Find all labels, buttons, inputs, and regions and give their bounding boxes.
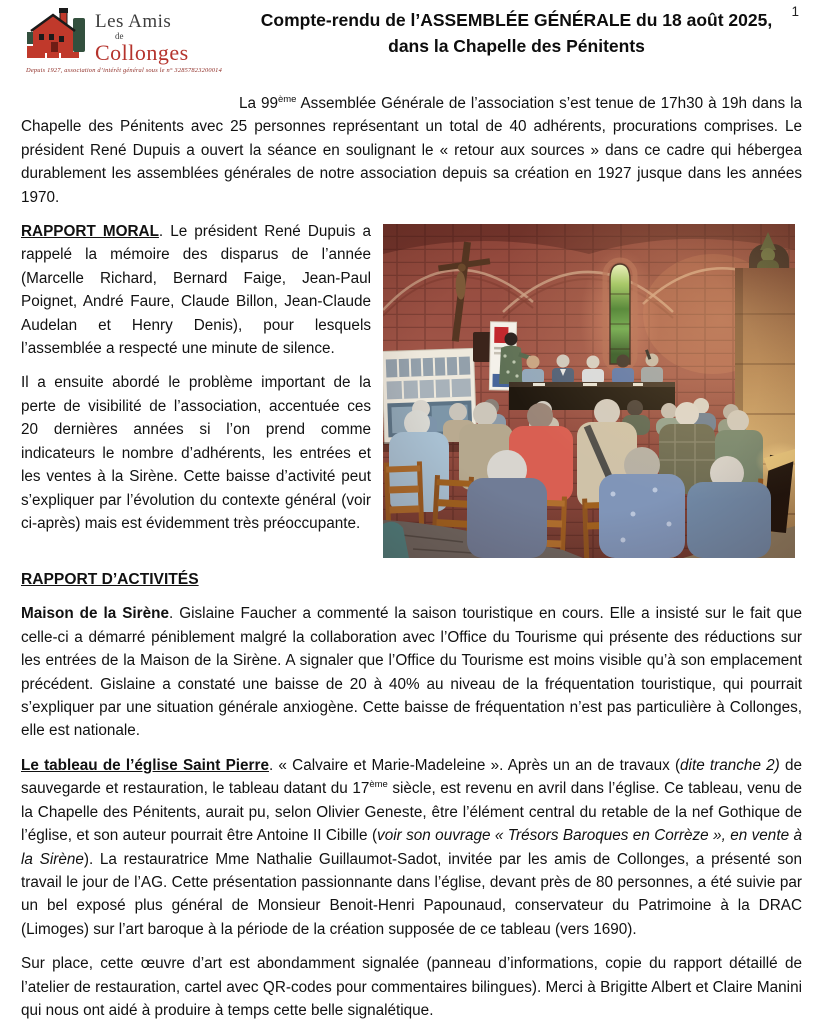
tableau-eglise-paragraph: Le tableau de l’église Saint Pierre. « Calvaire et Marie-Madeleine ». Après un an de travaux (dite tranche 2) de sauvegarde et restauration, le tableau datant du 17ème siècle, est revenu en avril dans l’église. Ce tableau, venu de la Chapelle des Pénitents, aurait pu, selon Olivier Geneste, être l’élément central du retable de la nef Gothique de l’église, et son auteur pourrait être Antoine II Cibille (voir son ouvrage « Trésors Baroques en Corrèze », en vente à la Sirène). La restauratrice Mme Nathalie Guillaumot-Sadot, invitée par les amis de Collonges, a présenté son travail le jour de l’AG. Cette présentation passionnante dans l’église, devant près de 80 personnes, a été suivie par un bel exposé plus général de Monsieur Benoit-Henri Papounaud, conservateur du Patrimoine à la DRAC (Limoges) sur l’art baroque à la période de la création supposée de ce tableau (vers 1690). xyxy=(21,756,802,938)
association-logo xyxy=(26,8,226,74)
logo-name-line1: Les Amis xyxy=(95,11,172,32)
intro-paragraph: La 99ème Assemblée Générale de l’association s’est tenue de 17h30 à 19h dans la Chapelle des Pénitents avec 25 personnes représentant un total de 40 adhérents, procurations comprises. Le président René Dupuis a ouvert la séance en soulignant le « retour aux sources » dans ce cadre qui hébergea durablement les assemblées générales de notre association depuis sa création en 1927 jusque dans les années 1970. xyxy=(21,93,802,206)
logo-name-line3: Collonges xyxy=(95,40,189,65)
sur-place-paragraph: Sur place, cette œuvre d’art est abondamment signalée (panneau d’informations, copie du rapport détaillé de l’atelier de restauration, cartel avec QR-codes pour commentaires bilingues). Merci à Brigitte Albert et Claire Manini qui nous ont aidé à produire à temps cette belle signalétique. xyxy=(21,955,802,1019)
rapport-moral-paragraph: RAPPORT MORAL. Le président René Dupuis a rappelé la mémoire des disparus de l’année (Marcelle Richard, Bernard Faige, Jean-Paul Poignet, André Faure, Claude Billon, Jean-Claude Audelan et Henry Denis), pour lesquels l’assemblée a respecté une minute de silence. xyxy=(21,223,372,358)
logo-tagline: Depuis 1927, association d’intérêt général sous le n° 32857823200014 xyxy=(26,67,222,74)
vignette-overlay xyxy=(383,224,795,558)
page-number: 1 xyxy=(791,4,799,19)
rapport-moral-section xyxy=(21,220,802,535)
document-header xyxy=(0,0,823,88)
chapel-photo-illustration xyxy=(383,224,795,558)
page-title xyxy=(228,0,805,59)
activities-heading: RAPPORT D’ACTIVITÉS xyxy=(21,571,199,589)
document-body xyxy=(0,92,823,1022)
page-title-line1: Compte-rendu de l’ASSEMBLÉE GÉNÉRALE du 18 août 2025, xyxy=(260,10,773,30)
visibility-paragraph: Il a ensuite abordé le problème important de la perte de visibilité de l’association, accentuée ces 20 dernières années si l’on prend comme indicateurs le nombre d’adhérents, les entrées et les ventes à la Sirène. Cette baisse d’activité peut s’expliquer par l’évolution du contexte général (voir ci-après) mais est évidemment très préoccupante. xyxy=(21,374,371,532)
logo-name-line2: de xyxy=(115,31,124,41)
logo-wordmark xyxy=(95,8,189,64)
page-title-line2: dans la Chapelle des Pénitents xyxy=(388,36,645,56)
logo-house-icon xyxy=(26,8,88,60)
maison-sirene-paragraph: Maison de la Sirène. Gislaine Faucher a commenté la saison touristique en cours. Elle a insisté sur le fait que celle-ci a démarré péniblement malgré la collaboration avec l’Office du Tourisme qui présente des réductions sur les entrées de la Maison de la Sirène. A signaler que l’Office du Tourisme est moins visible qu’à son emplacement précédent. Gislaine a constaté une baisse de 20 à 40% au niveau de la fréquentation touristique, qui pourrait s’expliquer par une situation générale anxiogène. Cette baisse de fréquentation n’est pas particulière à Collonges, elle est nationale. xyxy=(21,605,802,740)
chapel-photo xyxy=(383,224,795,558)
